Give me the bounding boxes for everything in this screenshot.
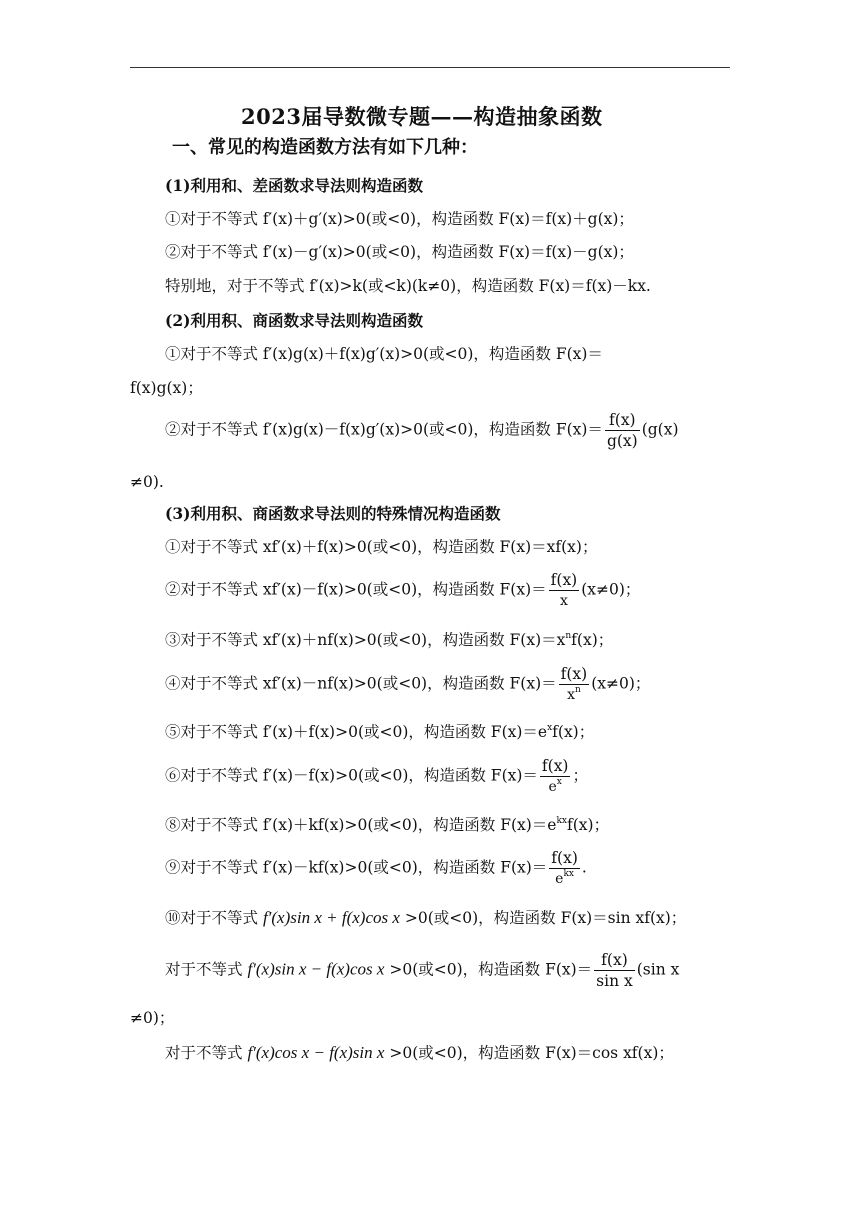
case-8-tail: f(x)； (567, 816, 610, 834)
denominator-base: e (548, 779, 557, 795)
page-title: 2023届导数微专题——构造抽象函数 (241, 104, 603, 129)
fraction-denominator: g(x) (606, 432, 638, 450)
case-12-expression: f′(x)cos x − f(x)sin x (247, 1043, 385, 1062)
case-4-text: ④对于不等式 xf′(x)－nf(x)>0(或<0)，构造函数 F(x)＝ (165, 674, 557, 693)
case-12-text: 对于不等式 (165, 1044, 243, 1062)
case-11 (165, 950, 679, 991)
case-11-expression: f′(x)sin x − f(x)cos x (247, 959, 385, 979)
fraction-denominator: sin x (596, 972, 633, 990)
case-4 (165, 664, 650, 705)
exponent: x (547, 723, 553, 733)
case-4-condition: (x≠0)； (591, 674, 651, 693)
case-9-text: ⑨对于不等式 f′(x)－kf(x)>0(或<0)，构造函数 F(x)＝ (165, 858, 548, 877)
case-6-tail: ； (572, 766, 588, 785)
rule-line-3: 特别地，对于不等式 f′(x)>k(或<k)(k≠0)，构造函数 F(x)＝f(x)－kx. (165, 277, 651, 295)
rule-line-1: ①对于不等式 f′(x)＋g′(x)>0(或<0)，构造函数 F(x)＝f(x)＋g(x)； (165, 210, 634, 228)
fraction-numerator: f(x) (605, 410, 640, 431)
subsection-heading-3: (3)利用积、商函数求导法则的特殊情况构造函数 (165, 504, 501, 523)
quotient-text: ②对于不等式 f′(x)g(x)－f(x)g′(x)>0(或<0)，构造函数 F(x)＝ (165, 420, 603, 439)
case-10 (165, 908, 686, 928)
case-1: ①对于不等式 xf′(x)＋f(x)>0(或<0)，构造函数 F(x)＝xf(x)； (165, 538, 598, 556)
case-6-text: ⑥对于不等式 f′(x)－f(x)>0(或<0)，构造函数 F(x)＝ (165, 766, 538, 785)
denominator-base: e (555, 871, 564, 887)
case-4-fraction (559, 664, 590, 705)
case-11-text: 对于不等式 (165, 960, 243, 979)
case-2-condition: (x≠0)； (581, 580, 641, 599)
case-10-text: ⑩对于不等式 (165, 909, 259, 927)
case-12-tail: >0(或<0)，构造函数 F(x)＝cos xf(x)； (389, 1044, 674, 1062)
case-11-mid: >0(或<0)，构造函数 F(x)＝ (389, 960, 593, 979)
product-line-a: ①对于不等式 f′(x)g(x)＋f(x)g′(x)>0(或<0)，构造函数 F(x)＝ (165, 345, 603, 363)
fraction-denominator (559, 685, 590, 705)
case-10-tail: >0(或<0)，构造函数 F(x)＝sin xf(x)； (404, 909, 687, 927)
quotient-line-cont: ≠0). (130, 473, 164, 491)
case-12 (165, 1043, 674, 1063)
section-heading: 一、常见的构造函数方法有如下几种： (172, 137, 478, 158)
case-5-text: ⑤对于不等式 f′(x)＋f(x)>0(或<0)，构造函数 F(x)＝e (165, 723, 548, 741)
case-3-text: ③对于不等式 xf′(x)＋nf(x)>0(或<0)，构造函数 F(x)＝x (165, 631, 566, 649)
fraction-numerator: f(x) (594, 950, 635, 971)
quotient-fraction (605, 410, 640, 451)
case-2-text: ②对于不等式 xf′(x)－f(x)>0(或<0)，构造函数 F(x)＝ (165, 580, 547, 599)
exponent: x (556, 777, 562, 787)
case-3 (165, 630, 613, 650)
quotient-condition: (g(x) (641, 420, 679, 439)
case-11-cont: ≠0)； (130, 1009, 175, 1027)
case-9-fraction (549, 848, 580, 889)
case-6 (165, 756, 588, 797)
fraction-denominator: x (559, 593, 568, 609)
case-2 (165, 570, 640, 611)
exponent: n (574, 685, 581, 695)
fraction-numerator: f(x) (541, 757, 569, 775)
case-3-tail: f(x)； (571, 631, 614, 649)
fraction-numerator: f(x) (550, 571, 578, 589)
case-9 (165, 848, 587, 889)
case-5 (165, 722, 594, 742)
case-5-tail: f(x)； (552, 723, 595, 741)
case-9-tail: . (581, 858, 587, 877)
case-6-fraction (540, 756, 571, 797)
case-10-expression: f′(x)sin x + f(x)cos x (262, 908, 400, 927)
case-8-text: ⑧对于不等式 f′(x)＋kf(x)>0(或<0)，构造函数 F(x)＝e (165, 816, 557, 834)
fraction-numerator: f(x) (551, 849, 578, 867)
exponent: n (565, 631, 572, 641)
fraction-numerator: f(x) (560, 665, 588, 683)
fraction-denominator (540, 777, 571, 797)
fraction-denominator (549, 869, 580, 889)
case-11-condition: (sin x (636, 960, 680, 979)
subsection-heading-2: (2)利用积、商函数求导法则构造函数 (165, 311, 423, 330)
rule-line-2: ②对于不等式 f′(x)－g′(x)>0(或<0)，构造函数 F(x)＝f(x)－g(x)； (165, 243, 634, 261)
quotient-line (165, 410, 679, 451)
product-line-b: f(x)g(x)； (130, 379, 203, 397)
exponent: kx (556, 816, 567, 826)
header-rule (130, 67, 730, 68)
exponent: kx (563, 869, 574, 879)
case-11-fraction (594, 950, 635, 991)
denominator-base: x (567, 687, 575, 703)
case-8 (165, 815, 609, 835)
subsection-heading-1: (1)利用和、差函数求导法则构造函数 (165, 176, 423, 195)
case-2-fraction (549, 570, 580, 611)
